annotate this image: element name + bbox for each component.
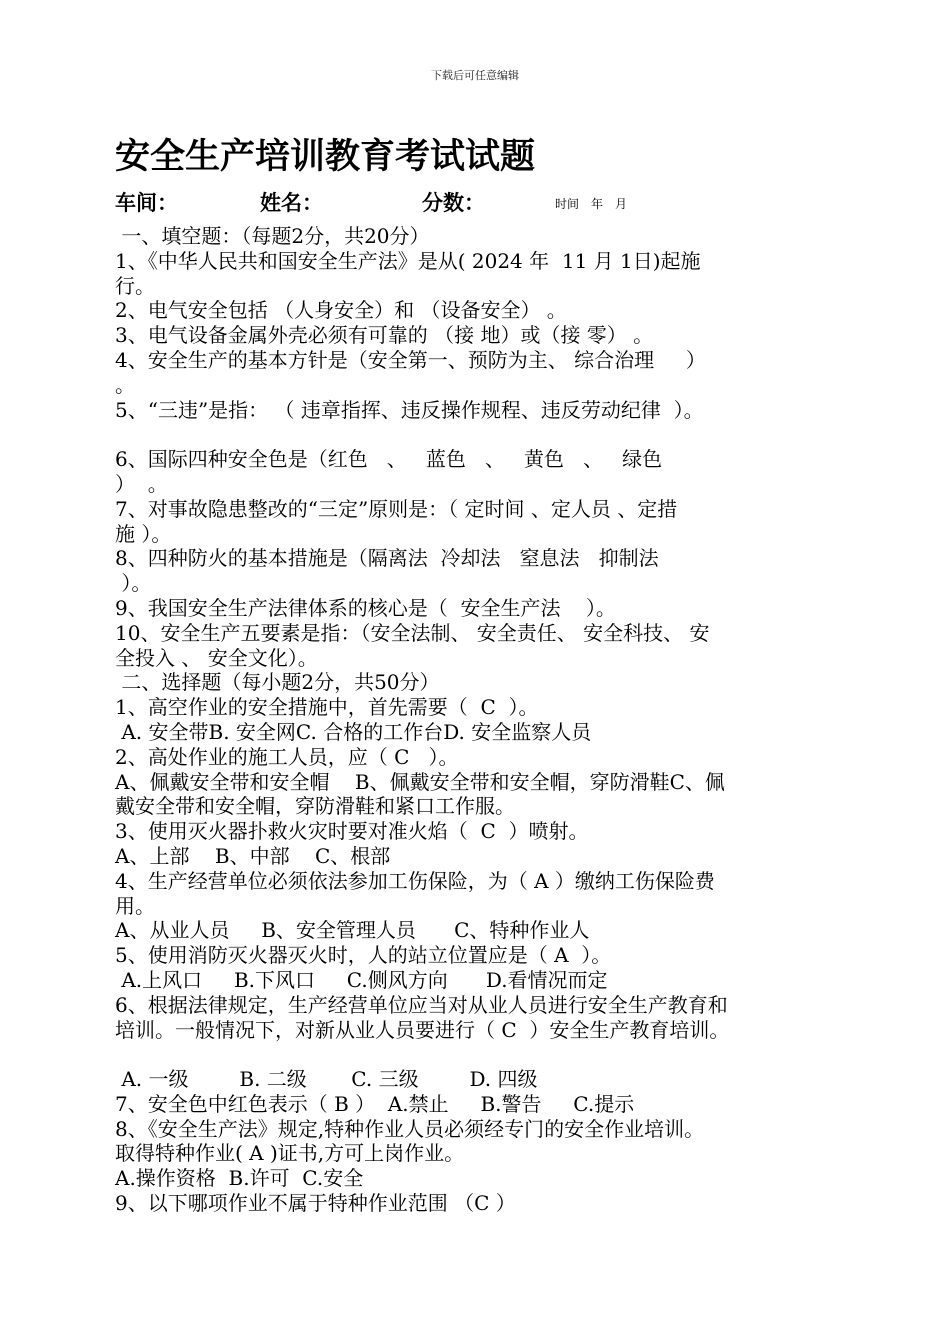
question-line: 4、安全生产的基本方针是（安全第一、预防为主、 综合治理 ） bbox=[115, 347, 706, 372]
option-line: A、佩戴安全带和安全帽 B、佩戴安全带和安全帽，穿防滑鞋C、佩 bbox=[115, 769, 725, 794]
workshop-label: 车间： bbox=[115, 191, 178, 215]
option-line: 戴安全带和安全帽，穿防滑鞋和紧口工作服。 bbox=[115, 794, 515, 819]
name-label: 姓名： bbox=[260, 191, 323, 215]
option-line: A. 安全带B. 安全网C. 合格的工作台D. 安全监察人员 bbox=[115, 719, 592, 744]
question-line: 3、使用灭火器扑救火灾时要对准火焰（ C ）喷射。 bbox=[115, 819, 589, 844]
question-line: 5、使用消防灭火器灭火时，人的站立位置应是（ A ）。 bbox=[115, 943, 612, 968]
question-line: 用。 bbox=[115, 893, 155, 918]
question-line: 全投入 、 安全文化）。 bbox=[115, 645, 318, 670]
question-line: 1、《中华人民共和国安全生产法》是从( 2024 年 11 月 1日)起施 bbox=[115, 248, 701, 273]
question-line: 6、国际四种安全色是（红色 、 蓝色 、 黄色 、 绿色 bbox=[115, 447, 663, 472]
question-line: 9、以下哪项作业不属于特种作业范围 （C ） bbox=[115, 1191, 516, 1216]
question-line: 行。 bbox=[115, 273, 155, 298]
section-heading: 一、填空题：（每题2分，共20分） bbox=[115, 224, 430, 248]
question-line: 培训。一般情况下，对新从业人员要进行（ C ）安全生产教育培训。 bbox=[115, 1017, 730, 1042]
question-line: 8、四种防火的基本措施是（隔离法 冷却法 窒息法 抑制法 bbox=[115, 546, 659, 571]
blank-line bbox=[115, 1042, 875, 1067]
question-line: 4、生产经营单位必须依法参加工伤保险，为（ A ）缴纳工伤保险费 bbox=[115, 868, 715, 893]
question-line: 8、《安全生产法》规定,特种作业人员必须经专门的安全作业培训。 bbox=[115, 1116, 705, 1141]
question-line: 10、安全生产五要素是指：（安全法制、 安全责任、 安全科技、 安 bbox=[115, 620, 710, 645]
option-line: A、从业人员 B、安全管理人员 C、特种作业人 bbox=[115, 918, 590, 943]
question-line: 2、电气安全包括 （人身安全）和 （设备安全） 。 bbox=[115, 298, 567, 323]
question-line: 施 ）。 bbox=[115, 521, 172, 546]
time-label: 时间 年 月 bbox=[555, 197, 628, 211]
question-line: 5、“三违”是指： （ 违章指挥、违反操作规程、违反劳动纪律 ）。 bbox=[115, 397, 704, 422]
score-label: 分数： bbox=[422, 191, 485, 215]
blank-line bbox=[115, 422, 875, 447]
option-line: A. 一级 B. 二级 C. 三级 D. 四级 bbox=[115, 1067, 538, 1092]
question-line: 2、高处作业的施工人员，应（ C ）。 bbox=[115, 744, 459, 769]
question-line: ）。 bbox=[115, 571, 152, 596]
option-line: A.上风口 B.下风口 C.侧风方向 D.看情况而定 bbox=[115, 967, 608, 992]
section-heading: 二、选择题（每小题2分，共50分） bbox=[115, 670, 440, 695]
option-line: A、上部 B、中部 C、根部 bbox=[115, 843, 391, 868]
question-line: 取得特种作业( A )证书,方可上岗作业。 bbox=[115, 1141, 465, 1166]
question-line: 6、根据法律规定，生产经营单位应当对从业人员进行安全生产教育和 bbox=[115, 992, 728, 1017]
header-note: 下载后可任意编辑 bbox=[431, 69, 519, 82]
question-line: 7、对事故隐患整改的“三定”原则是：（ 定时间 、定人员 、定措 bbox=[115, 496, 678, 521]
exam-body bbox=[115, 224, 875, 1216]
question-line: 。 bbox=[115, 372, 135, 397]
question-line: 9、我国安全生产法律体系的核心是（ 安全生产法 ）。 bbox=[115, 595, 616, 620]
question-line: 3、电气设备金属外壳必须有可靠的 （接 地）或（接 零） 。 bbox=[115, 323, 654, 348]
question-line: 1、高空作业的安全措施中，首先需要（ C ）。 bbox=[115, 695, 539, 720]
question-line: 7、安全色中红色表示（ B ） A.禁止 B.警告 C.提示 bbox=[115, 1091, 635, 1116]
page-title: 安全生产培训教育考试试题 bbox=[115, 137, 536, 177]
question-line: ） 。 bbox=[115, 471, 168, 496]
exam-info-row bbox=[115, 187, 875, 217]
option-line: A.操作资格 B.许可 C.安全 bbox=[115, 1166, 364, 1191]
